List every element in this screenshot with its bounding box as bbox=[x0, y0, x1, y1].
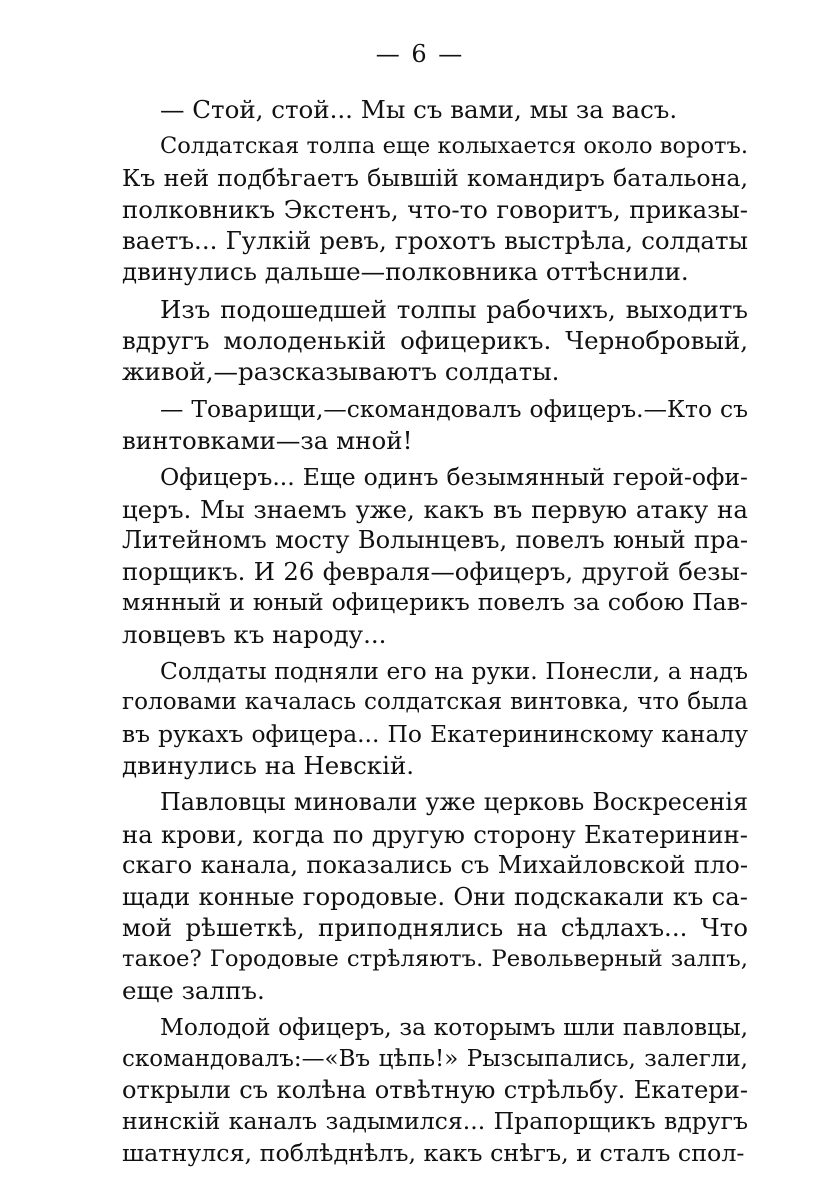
text-line: — Товарищи,—скомандовалъ офицеръ.—Кто съ bbox=[160, 394, 748, 423]
text-line: двинулись на Невскій. bbox=[122, 750, 415, 780]
text-line: полковникъ Экстенъ, что-то говоритъ, приказы- bbox=[122, 194, 748, 224]
paragraph bbox=[122, 1012, 748, 1168]
text-line: мянный и юный офицерикъ повелъ за собою Пав- bbox=[122, 588, 748, 617]
paragraph bbox=[122, 294, 748, 388]
text-line: — Стой, стой... Мы съ вами, мы за васъ. bbox=[160, 95, 678, 124]
text-line: Солдаты подняли его на руки. Понесли, а надъ bbox=[160, 657, 748, 686]
text-line: двинулись дальше—полковника оттѣснили. bbox=[122, 257, 689, 287]
text-line: церъ. Мы знаемъ уже, какъ въ первую атаку на bbox=[122, 494, 748, 524]
text-line: Молодой офицеръ, за которымъ шли павловцы, bbox=[160, 1014, 748, 1042]
text-line: ваетъ... Гулкій ревъ, грохотъ выстрѣла, солдаты bbox=[122, 226, 748, 256]
paragraph bbox=[122, 787, 748, 1006]
text-line: на крови, когда по другую сторону Екатеринин- bbox=[122, 819, 748, 849]
text-line: ловцевъ къ народу... bbox=[122, 619, 387, 649]
paragraph bbox=[122, 94, 748, 125]
text-line: живой,—разсказываютъ солдаты. bbox=[122, 357, 560, 387]
text-line: щади конные городовые. Они подскакали къ са- bbox=[122, 882, 748, 912]
paragraph bbox=[122, 394, 748, 457]
body-text bbox=[122, 94, 748, 1175]
text-line: скаго канала, показались съ Михайловской пло- bbox=[122, 850, 748, 879]
text-line: шатнулся, поблѣднѣлъ, какъ снѣгъ, и сталъ спол- bbox=[122, 1138, 745, 1167]
text-line: Къ ней подбѣгаетъ бывшій командиръ батальона, bbox=[122, 163, 748, 192]
text-line: скомандовалъ:—«Въ цѣпь!» Рызсыпались, залегли, bbox=[122, 1045, 748, 1072]
text-line: мой рѣшеткѣ, приподнялись на сѣдлахъ... Что bbox=[122, 913, 748, 943]
paragraph bbox=[122, 131, 748, 287]
text-line: Павловцы миновали уже церковь Воскресенія bbox=[160, 788, 748, 817]
paragraph bbox=[122, 656, 748, 781]
text-line: вдругъ молоденькій офицерикъ. Чернобровый, bbox=[122, 326, 748, 356]
paragraph bbox=[122, 462, 748, 650]
text-line: открыли съ колѣна отвѣтную стрѣльбу. Екатери- bbox=[122, 1075, 748, 1104]
text-line: порщикъ. И 26 февраля—офицеръ, другой безы- bbox=[122, 557, 748, 587]
text-line: еще залпъ. bbox=[122, 976, 265, 1006]
text-line: Солдатская толпа еще колыхается около воротъ. bbox=[160, 133, 748, 160]
text-line: Литейномъ мосту Волынцевъ, повелъ юный пра- bbox=[122, 525, 748, 554]
text-line: нинскій каналъ задымился... Прапорщикъ вдругъ bbox=[122, 1107, 748, 1136]
text-line: такое? Городовые стрѣляютъ. Револьверный залпъ, bbox=[122, 945, 748, 972]
text-line: Изъ подошедшей толпы рабочихъ, выходитъ bbox=[160, 294, 748, 324]
page-number: — 6 — bbox=[375, 40, 465, 68]
text-line: Офицеръ... Еще одинъ безымянный герой-офи- bbox=[160, 463, 748, 492]
text-line: головами качалась солдатская винтовка, что была bbox=[122, 689, 748, 716]
text-line: въ рукахъ офицера... По Екатерининскому каналу bbox=[122, 719, 748, 748]
text-line: винтовками—за мной! bbox=[122, 425, 413, 455]
